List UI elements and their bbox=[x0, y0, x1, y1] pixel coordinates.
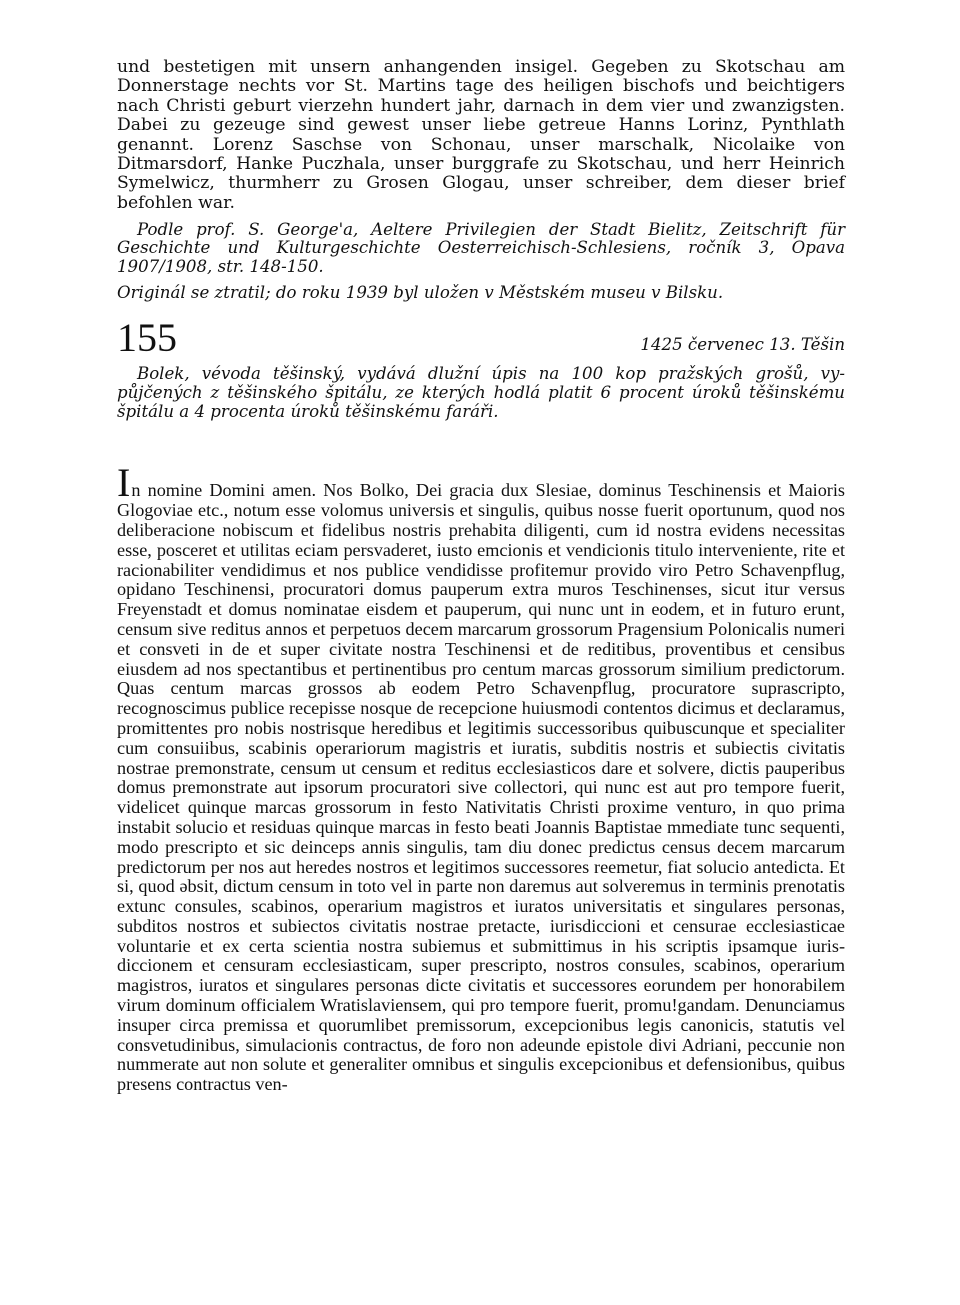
initial-letter: I bbox=[117, 460, 131, 506]
original-note: Originál se ztratil; do roku 1939 byl uložen v Městském museu v Bilsku. bbox=[117, 282, 724, 302]
previous-document-ending bbox=[117, 58, 845, 213]
previous-document-text: und bestetigen mit unsern anhangenden insigel. Gegeben zu Skotschau am Donnerstage nechts vor St. Martins tage des heiligen bischofs und beichtigers nach Christi geburt vierzehn hundert jahr, darnach in dem vier und zwanzigsten. Dabei zu gezeuge sind gewest unser liebe getreue Hanns Lorinz, Pynthlath genannt. Lorenz Saschse von Schonau, unser marschalk, Nicolaike von Ditmarsdorf, Hanke Puczhala, unser burggrafe zu Skotschau, und herr Heinrich Symelwicz, thurmherr zu Grosen Glogau, unser schreiber, dem dieser brief befohlen war. bbox=[117, 57, 845, 213]
source-note bbox=[117, 221, 845, 276]
document-regest bbox=[117, 364, 845, 421]
regest-text: Bolek, vévoda těšinský, vydává dlužní úpis na 100 kop pražských grošů, vypůjčených z těšinského špitálu, ze kterých hodlá platit 6 procent úroků těšinskému špitálu a 4 procenta úroků těšinskému faráři. bbox=[117, 364, 845, 422]
document-body bbox=[117, 460, 845, 1095]
document-body-text: n nomine Domini amen. Nos Bolko, Dei gracia dux Slesiae, dominus Teschinensis et Maioris Glogoviae etc., notum esse volomus universis et singulis, quibus nosse fuerit oportunum, quod nos deliberacione nobiscum et fidelibus nostris prehabita diligenti, cum id nostra evidens necessitas esse, posceret et utilitas eciam persvaderet, iusto emcionis et vendicionis titulo interveniente, rite et racionabiliter vendidimus et nos publice vendidisse profitemur provido viro Petro Schavenpflug, opidano Teschinensi, procuratori domus pauperum extra muros Teschinenses, sicut itur versus Freyenstadt et domus nominatae eisdem et pauperum, qui nunc unt in eodem, et in futuro erunt, censum sive reditus annos et perpetuos decem marcarum grossorum Pragensium Polonicalis numeri et consveti in de et super civitate nostra Teschinensi et de reditibus, proventibus et censibus eiusdem ad nos spectantibus et pertinentibus pro centum marcas grossorum similium predictorum. Quas centum marcas grossos ab eodem Petro Schavenpflug, procuratore suprascripto, recognoscimus publice recepisse nosque de recepcione huiusmodi contentos dicimus et declaramus, promittentes pro nobis nostrisque heredibus et legitimis successoribus quibuscunque et specialiter cum consuiibus, scabinis operariorum magistris et iuratis, subditis nostris et subiectis civitatis nostrae premonstrate, censum ut censum et reditus ecclesiasticos dare et solvere, dictis pauperibus domus premonstrate aut ipsorum procuratori sive collectori, qui nunc est aut pro tempore fuerit, videlicet quinque marcas grossorum in festo Nativitatis Christi proxime venturo, in quo prima instabit solucio et residuas quinque marcas in festo beati Joannis Baptistae mmediate tunc sequenti, modo prescripto et sic deinceps annis singulis, tam diu donec predictus census decem marcarum predictorum per nos aut heredes nostros et legitimos successores reemetur, fiat solucio antedicta. Et si, quod əbsit, dictum censum in toto vel in parte non daremus aut solveremus in terminis prenotatis extunc consules, scabinos, operarium magistros et iuratos universitatis et singulares personas, subditos nostros et subiectos civitatis nostrae pretacte, iurisdiccioni et censurae ecclesiasticae voluntarie et ex certa scientia nostra subiemus et submittimus in his scriptis ipsamque iurisdiccionem et censuram ecclesiasticam, super prescripto, nostros consules, scabinos, operarium magistros, iuratos et singulares personas dicte civitatis et successores eorundem per honorabilem virum dominum officialem Wratislaviensem, qui pro tempore fuerit, promu!gandam. Denunciamus insuper circa premissa et quorumlibet premissorum, excepcionibus legis canonicis, statutis vel consvetudinibus, simulacionis contractus, de foro non adeunde epistole divi Adriani, peccunie non nummerate aut non solute et generaliter omnibus et singulis excepcionibus et defensionibus, quibus presens contractus ven- bbox=[117, 480, 845, 1095]
source-note-text: Podle prof. S. George'a, Aeltere Privilegien der Stadt Bielitz, Zeitschrift für Geschichte und Kulturgeschichte Oesterreichisch-Schlesiens, ročník 3, Opava 1907/1908, str. 148-150. bbox=[117, 220, 845, 276]
document-number: 155 bbox=[117, 315, 177, 361]
document-date-place: 1425 červenec 13. Těšin bbox=[640, 335, 845, 355]
document-header bbox=[117, 315, 845, 361]
document-page bbox=[117, 58, 845, 1095]
